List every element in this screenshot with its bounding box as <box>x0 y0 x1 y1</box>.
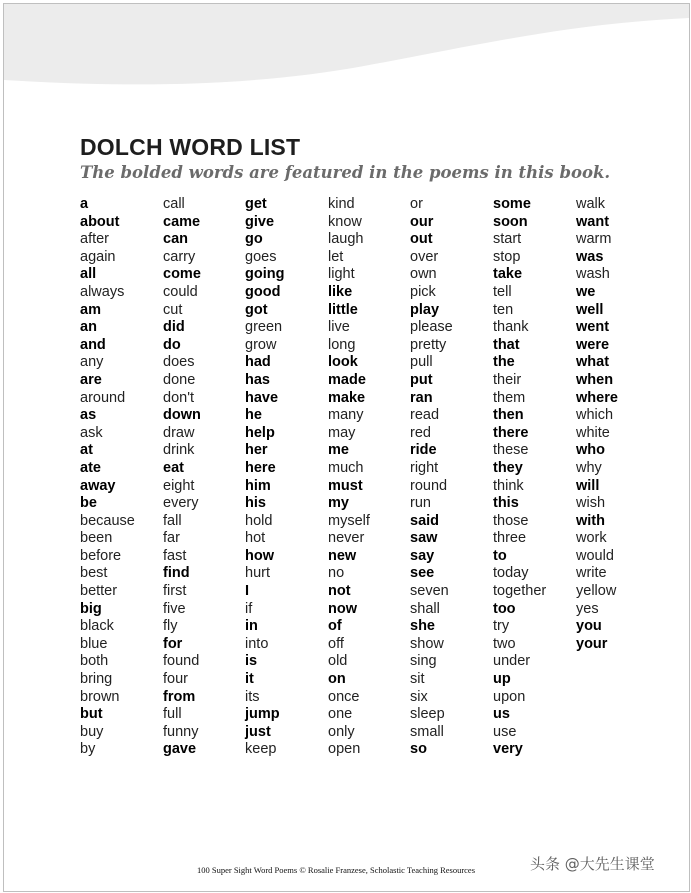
word-column-5 <box>410 196 492 759</box>
bold-sight-word: get <box>245 196 267 212</box>
sight-word: may <box>328 424 356 441</box>
sight-word: white <box>576 424 610 441</box>
bold-sight-word: made <box>328 371 366 388</box>
bold-sight-word: with <box>576 512 605 529</box>
bold-sight-word: so <box>410 741 427 758</box>
sight-word: know <box>328 213 362 230</box>
sight-word: blue <box>80 635 108 652</box>
sight-word: grow <box>245 336 277 353</box>
sight-word: wish <box>576 495 606 512</box>
sight-word: four <box>163 671 188 688</box>
sight-word: eight <box>163 477 195 494</box>
bold-sight-word: had <box>245 354 271 371</box>
bold-sight-word: his <box>245 495 266 512</box>
bold-sight-word: at <box>80 442 93 459</box>
sight-word: why <box>576 459 602 476</box>
bold-sight-word: be <box>80 495 97 512</box>
sight-word: hurt <box>245 565 270 582</box>
bold-sight-word: did <box>163 319 185 336</box>
bold-sight-word: soon <box>493 213 528 230</box>
bold-sight-word: as <box>80 407 97 424</box>
bold-sight-word: went <box>576 319 610 336</box>
bold-sight-word: was <box>576 248 604 265</box>
bold-sight-word: he <box>245 407 262 424</box>
bold-sight-word: from <box>163 688 196 705</box>
sight-word: thank <box>493 319 529 336</box>
page-title: DOLCH WORD LIST <box>80 134 301 160</box>
sight-word: sleep <box>410 706 445 723</box>
sight-word: again <box>80 248 116 265</box>
sight-word: walk <box>576 196 606 212</box>
bold-sight-word: eat <box>163 459 184 476</box>
bold-sight-word: will <box>576 477 600 494</box>
bold-sight-word: gave <box>163 741 197 758</box>
bold-sight-word: all <box>80 266 97 283</box>
sight-word: think <box>493 477 524 494</box>
bold-sight-word: not <box>328 583 351 600</box>
sight-word: light <box>328 266 355 283</box>
bold-sight-word: some <box>493 196 531 212</box>
sight-word: into <box>245 635 269 652</box>
sight-word: hot <box>245 530 266 547</box>
sight-word: old <box>328 653 348 670</box>
sight-word: round <box>410 477 448 494</box>
sight-word: off <box>328 635 344 652</box>
bold-sight-word: going <box>245 266 285 283</box>
word-column-3 <box>245 196 327 759</box>
bold-sight-word: look <box>328 354 358 371</box>
sight-word: yellow <box>576 583 617 600</box>
sight-word: two <box>493 635 516 652</box>
bold-sight-word: come <box>163 266 201 283</box>
sight-word: only <box>328 723 355 740</box>
bold-sight-word: you <box>576 618 602 635</box>
sight-word: after <box>80 231 110 248</box>
sight-word: around <box>80 389 126 406</box>
bold-sight-word: the <box>493 354 515 371</box>
bold-sight-word: about <box>80 213 120 230</box>
sight-word: does <box>163 354 195 371</box>
sight-word: any <box>80 354 104 371</box>
bold-sight-word: she <box>410 618 435 635</box>
sight-word: those <box>493 512 529 529</box>
bold-sight-word: got <box>245 301 268 318</box>
sight-word: found <box>163 653 200 670</box>
bold-sight-word: ran <box>410 389 433 406</box>
bold-sight-word: to <box>493 547 507 564</box>
word-column-4 <box>328 196 410 759</box>
bold-sight-word: now <box>328 600 357 617</box>
sight-word: show <box>410 635 444 652</box>
sight-word: every <box>163 495 199 512</box>
header-wave-decoration <box>4 4 689 94</box>
sight-word: would <box>576 547 614 564</box>
sight-word: seven <box>410 583 449 600</box>
word-column-2 <box>163 196 245 759</box>
sight-word: call <box>163 196 185 212</box>
bold-sight-word: said <box>410 512 440 529</box>
sight-word: if <box>245 600 253 617</box>
bold-sight-word: ride <box>410 442 437 459</box>
sight-word: draw <box>163 424 195 441</box>
bold-sight-word: is <box>245 653 258 670</box>
sight-word: been <box>80 530 113 547</box>
bold-sight-word: of <box>328 618 342 635</box>
bold-sight-word: take <box>493 266 523 283</box>
sight-word: first <box>163 583 187 600</box>
bold-sight-word: must <box>328 477 363 494</box>
sight-word: together <box>493 583 547 600</box>
sight-word: could <box>163 283 198 300</box>
sight-word: because <box>80 512 135 529</box>
bold-sight-word: this <box>493 495 519 512</box>
bold-sight-word: in <box>245 618 258 635</box>
sight-word: done <box>163 371 196 388</box>
bold-sight-word: big <box>80 600 102 617</box>
sight-word: run <box>410 495 431 512</box>
bold-sight-word: like <box>328 283 353 300</box>
watermark-text: 头条 @大先生课堂 <box>530 855 655 873</box>
bold-sight-word: are <box>80 371 102 388</box>
bold-sight-word: we <box>576 283 596 300</box>
bold-sight-word: then <box>493 407 524 424</box>
sight-word: use <box>493 723 517 740</box>
bold-sight-word: go <box>245 231 263 248</box>
sight-word: black <box>80 618 114 635</box>
sight-word: over <box>410 248 439 265</box>
sight-word: sit <box>410 671 425 688</box>
bold-sight-word: and <box>80 336 106 353</box>
sight-word: many <box>328 407 364 424</box>
sight-word: which <box>576 407 614 424</box>
bold-sight-word: came <box>163 213 201 230</box>
sight-word: myself <box>328 512 370 529</box>
sight-word: by <box>80 741 96 758</box>
bold-sight-word: new <box>328 547 357 564</box>
bold-sight-word: my <box>328 495 349 512</box>
sight-word: buy <box>80 723 104 740</box>
sight-word: ten <box>493 301 514 318</box>
bold-sight-word: where <box>576 389 618 406</box>
sight-word: warm <box>576 231 612 248</box>
bold-sight-word: down <box>163 407 201 424</box>
bold-sight-word: what <box>576 354 610 371</box>
sight-word: under <box>493 653 531 670</box>
sight-word: or <box>410 196 423 212</box>
sight-word: today <box>493 565 529 582</box>
bold-sight-word: for <box>163 635 183 652</box>
bold-sight-word: saw <box>410 530 438 547</box>
bold-sight-word: here <box>245 459 276 476</box>
sight-word: try <box>493 618 510 635</box>
bold-sight-word: good <box>245 283 281 300</box>
sight-word: small <box>410 723 444 740</box>
bold-sight-word: out <box>410 231 433 248</box>
sight-word: sing <box>410 653 437 670</box>
sight-word: yes <box>576 600 599 617</box>
sight-word: open <box>328 741 361 758</box>
sight-word: far <box>163 530 180 547</box>
bold-sight-word: very <box>493 741 523 758</box>
bold-sight-word: jump <box>245 706 280 723</box>
bold-sight-word: it <box>245 671 254 688</box>
bold-sight-word: ate <box>80 459 101 476</box>
page-subtitle: The bolded words are featured in the poems in this book. <box>80 163 611 182</box>
sight-word: best <box>80 565 108 582</box>
bold-sight-word: give <box>245 213 275 230</box>
bold-sight-word: see <box>410 565 435 582</box>
sight-word: kind <box>328 196 355 212</box>
sight-word: don't <box>163 389 194 406</box>
bold-sight-word: find <box>163 565 190 582</box>
bold-sight-word: when <box>576 371 614 388</box>
bold-sight-word: him <box>245 477 271 494</box>
sight-word: right <box>410 459 439 476</box>
bold-sight-word: have <box>245 389 279 406</box>
bold-sight-word: help <box>245 424 275 441</box>
sight-word: fly <box>163 618 178 635</box>
sight-word: always <box>80 283 125 300</box>
sight-word: better <box>80 583 118 600</box>
sight-word: cut <box>163 301 183 318</box>
sight-word: full <box>163 706 182 723</box>
bold-sight-word: but <box>80 706 103 723</box>
sight-word: stop <box>493 248 521 265</box>
bold-sight-word: a <box>80 196 89 212</box>
sight-word: pick <box>410 283 436 300</box>
sight-word: fast <box>163 547 187 564</box>
sight-word: hold <box>245 512 273 529</box>
sight-word: start <box>493 231 522 248</box>
word-column-1 <box>80 196 162 759</box>
sight-word: own <box>410 266 437 283</box>
sight-word: live <box>328 319 350 336</box>
sight-word: work <box>576 530 607 547</box>
sight-word: fall <box>163 512 182 529</box>
sight-word: long <box>328 336 356 353</box>
bold-sight-word: I <box>245 583 250 600</box>
bold-sight-word: has <box>245 371 270 388</box>
bold-sight-word: her <box>245 442 268 459</box>
sight-word: green <box>245 319 283 336</box>
sight-word: shall <box>410 600 440 617</box>
sight-word: its <box>245 688 260 705</box>
sight-word: once <box>328 688 360 705</box>
sight-word: upon <box>493 688 526 705</box>
bold-sight-word: your <box>576 635 608 652</box>
bold-sight-word: there <box>493 424 529 441</box>
bold-sight-word: can <box>163 231 188 248</box>
bold-sight-word: say <box>410 547 435 564</box>
sight-word: these <box>493 442 529 459</box>
bold-sight-word: up <box>493 671 511 688</box>
bold-sight-word: on <box>328 671 346 688</box>
sight-word: six <box>410 688 428 705</box>
bold-sight-word: play <box>410 301 440 318</box>
bold-sight-word: were <box>576 336 610 353</box>
bold-sight-word: do <box>163 336 181 353</box>
bold-sight-word: put <box>410 371 433 388</box>
sight-word: write <box>576 565 607 582</box>
sight-word: bring <box>80 671 113 688</box>
sight-word: pull <box>410 354 433 371</box>
sight-word: carry <box>163 248 196 265</box>
bold-sight-word: away <box>80 477 116 494</box>
word-column-7 <box>576 196 658 653</box>
sight-word: their <box>493 371 522 388</box>
sight-word: keep <box>245 741 277 758</box>
word-column-6 <box>493 196 575 759</box>
sight-word: much <box>328 459 364 476</box>
sight-word: read <box>410 407 440 424</box>
bold-sight-word: make <box>328 389 366 406</box>
bold-sight-word: just <box>245 723 271 740</box>
bold-sight-word: am <box>80 301 101 318</box>
sight-word: brown <box>80 688 120 705</box>
sight-word: funny <box>163 723 199 740</box>
bold-sight-word: me <box>328 442 349 459</box>
sight-word: please <box>410 319 453 336</box>
bold-sight-word: well <box>576 301 604 318</box>
sight-word: no <box>328 565 345 582</box>
bold-sight-word: our <box>410 213 434 230</box>
bold-sight-word: who <box>576 442 605 459</box>
sight-word: goes <box>245 248 277 265</box>
sight-word: let <box>328 248 344 265</box>
sight-word: three <box>493 530 527 547</box>
bold-sight-word: us <box>493 706 510 723</box>
sight-word: both <box>80 653 109 670</box>
sight-word: pretty <box>410 336 447 353</box>
sight-word: them <box>493 389 526 406</box>
document-page <box>3 3 690 892</box>
sight-word: five <box>163 600 186 617</box>
bold-sight-word: that <box>493 336 520 353</box>
bold-sight-word: they <box>493 459 523 476</box>
sight-word: red <box>410 424 431 441</box>
sight-word: wash <box>576 266 610 283</box>
sight-word: tell <box>493 283 512 300</box>
bold-sight-word: an <box>80 319 97 336</box>
bold-sight-word: how <box>245 547 274 564</box>
sight-word: drink <box>163 442 195 459</box>
sight-word: laugh <box>328 231 364 248</box>
sight-word: before <box>80 547 122 564</box>
bold-sight-word: little <box>328 301 358 318</box>
sight-word: one <box>328 706 353 723</box>
bold-sight-word: too <box>493 600 516 617</box>
bold-sight-word: want <box>576 213 610 230</box>
sight-word: never <box>328 530 365 547</box>
footer-credit: 100 Super Sight Word Poems © Rosalie Franzese, Scholastic Teaching Resources <box>197 865 476 875</box>
sight-word: ask <box>80 424 103 441</box>
